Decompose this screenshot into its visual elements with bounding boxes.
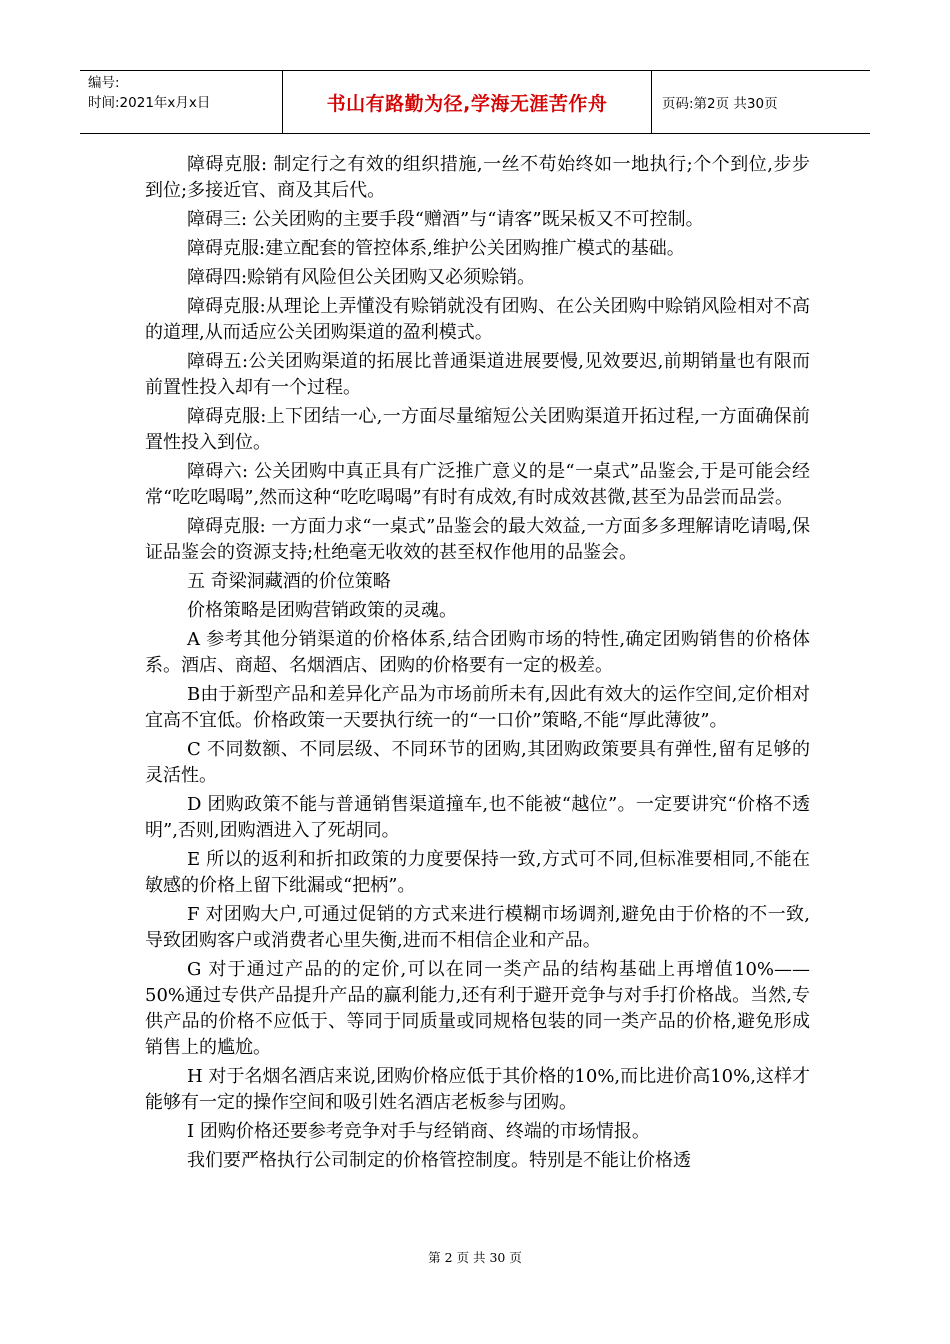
paragraph: 价格策略是团购营销政策的灵魂。 <box>187 600 457 621</box>
header-time-label: 时间:2021年x月x日 <box>88 95 211 111</box>
paragraph: G 对于通过产品的的定价,可以在同一类产品的结构基础上再增值10%——50%通过专供产品提升产品的赢利能力,还有利于避开竞争与对手打价格战。当然,专供产品的价格不应低于、等同于同质量或同规格包装的同一类产品的价格,避免形成销售上的尴尬。 <box>145 959 810 1058</box>
section-heading: 五 奇梁洞藏酒的价位策略 <box>187 571 391 592</box>
paragraph: 障碍四:赊销有风险但公关团购又必须赊销。 <box>187 267 536 288</box>
header-meta <box>80 71 282 133</box>
paragraph: H 对于名烟名酒店来说,团购价格应低于其价格的10%,而比进价高10%,这样才能够有一定的操作空间和吸引姓名酒店老板参与团购。 <box>145 1066 810 1113</box>
header-motto: 书山有路勤为径,学海无涯苦作舟 <box>282 71 652 133</box>
paragraph: 障碍三: 公关团购的主要手段“赠酒”与“请客”既呆板又不可控制。 <box>187 209 704 230</box>
paragraph: 障碍六: 公关团购中真正具有广泛推广意义的是“一桌式”品鉴会,于是可能会经常“吃吃喝喝”,然而这种“吃吃喝喝”有时有成效,有时成效甚微,甚至为品尝而品尝。 <box>145 461 810 508</box>
paragraph: 障碍五:公关团购渠道的拓展比普通渠道进展要慢,见效要迟,前期销量也有限而前置性投入却有一个过程。 <box>145 351 810 398</box>
paragraph: A 参考其他分销渠道的价格体系,结合团购市场的特性,确定团购销售的价格体系。酒店、商超、名烟酒店、团购的价格要有一定的极差。 <box>145 629 810 676</box>
paragraph: 障碍克服: 制定行之有效的组织措施,一丝不苟始终如一地执行;个个到位,步步到位;多接近官、商及其后代。 <box>145 154 810 201</box>
paragraph: D 团购政策不能与普通销售渠道撞车,也不能被“越位”。一定要讲究“价格不透明”,否则,团购酒进入了死胡同。 <box>145 794 810 841</box>
paragraph: F 对团购大户,可通过促销的方式来进行模糊市场调剂,避免由于价格的不一致,导致团购客户或消费者心里失衡,进而不相信企业和产品。 <box>145 904 810 951</box>
header-page-info: 页码:第2页 共30页 <box>662 96 778 112</box>
page-header <box>80 70 870 134</box>
paragraph: I 团购价格还要参考竞争对手与经销商、终端的市场情报。 <box>187 1121 650 1142</box>
page-footer: 第 2 页 共 30 页 <box>428 1250 522 1265</box>
paragraph: 障碍克服:建立配套的管控体系,维护公关团购推广模式的基础。 <box>187 238 685 259</box>
paragraph: 障碍克服: 一方面力求“一桌式”品鉴会的最大效益,一方面多多理解请吃请喝,保证品鉴会的资源支持;杜绝毫无收效的甚至权作他用的品鉴会。 <box>145 516 810 563</box>
body-text <box>145 152 810 1177</box>
paragraph: C 不同数额、不同层级、不同环节的团购,其团购政策要具有弹性,留有足够的灵活性。 <box>145 739 810 786</box>
paragraph: 我们要严格执行公司制定的价格管控制度。特别是不能让价格透 <box>187 1150 691 1171</box>
paragraph: 障碍克服:上下团结一心,一方面尽量缩短公关团购渠道开拓过程,一方面确保前置性投入到位。 <box>145 406 810 453</box>
header-number-label: 编号: <box>88 75 120 91</box>
paragraph: E 所以的返利和折扣政策的力度要保持一致,方式可不同,但标准要相同,不能在敏感的价格上留下纰漏或“把柄”。 <box>145 849 810 896</box>
paragraph: 障碍克服:从理论上弄懂没有赊销就没有团购、在公关团购中赊销风险相对不高的道理,从而适应公关团购渠道的盈利模式。 <box>145 296 810 343</box>
paragraph: B由于新型产品和差异化产品为市场前所未有,因此有效大的运作空间,定价相对宜高不宜低。价格政策一天要执行统一的“一口价”策略,不能“厚此薄彼”。 <box>145 684 810 731</box>
